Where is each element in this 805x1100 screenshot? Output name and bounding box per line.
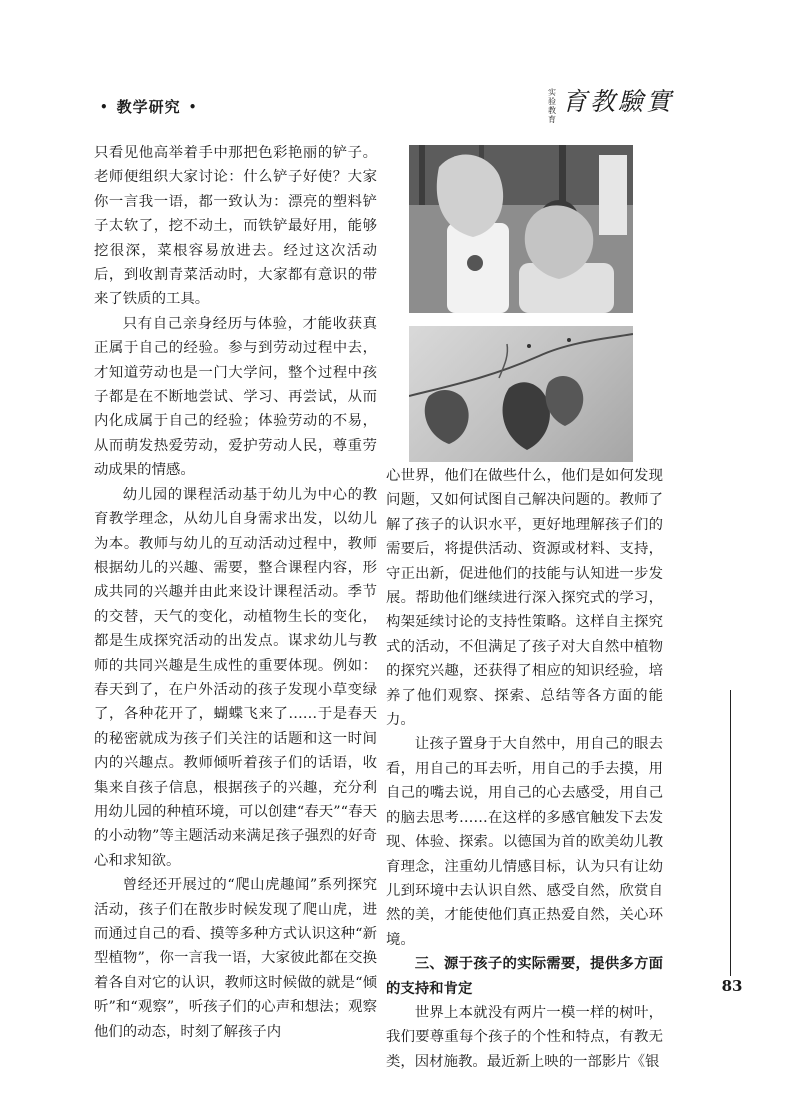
paragraph: 让孩子置身于大自然中，用自己的眼去看，用自己的耳去听，用自己的手去摸，用自己的嘴去说，用自己的心去感受，用自己的脑去思考……在这样的多感官触发下去发现、体验、探索。以德国为首的欧美幼儿教育理念，注重幼儿情感目标，认为只有让幼儿到环境中去认识自然、感受自然，欣赏自然的美，才能使他们真正热爱自然，关心环境。	[386, 736, 663, 948]
right-column	[386, 464, 663, 1074]
paragraph: 心世界，他们在做些什么，他们是如何发现问题，又如何试图自己解决问题的。教师了解了孩子的认识水平，更好地理解孩子们的需要后，将提供活动、资源或材料、支持，守正出新，促进他们的技能与认知进一步发展。帮助他们继续进行深入探究式的学习，构架延续讨论的支持性策略。这样自主探究式的活动，不但满足了孩子对大自然中植物的探究兴趣，还获得了相应的知识经验，培养了他们观察、探索、总结等各方面的能力。	[386, 468, 663, 729]
journal-small-text: 实验教育	[548, 88, 556, 124]
journal-calligraphy-title: 育教驗實	[562, 87, 675, 116]
photo-ivy-leaves-on-wall	[409, 326, 633, 462]
paragraph: 幼儿园的课程活动基于幼儿为中心的教育教学理念，从幼儿自身需求出发，以幼儿为本。教师与幼儿的互动活动过程中，教师根据幼儿的兴趣、需要，整合课程内容，形成共同的兴趣并由此来设计课程活动。季节的交替，天气的变化，动植物生长的变化，都是生成探究活动的出发点。谋求幼儿与教师的共同兴趣是生成性的重要体现。例如：春天到了，在户外活动的孩子发现小草变绿了，各种花开了，蝴蝶飞来了……于是春天的秘密就成为孩子们关注的话题和这一时间内的兴趣点。教师倾听着孩子们的话语，收集来自孩子信息，根据孩子的兴趣，充分利用幼儿园的种植环境，可以创建“春天”“春天的小动物”等主题活动来满足孩子强烈的好奇心和求知欲。	[94, 486, 377, 869]
margin-rule	[730, 690, 731, 976]
journal-logo	[548, 82, 675, 124]
section-heading: 三、源于孩子的实际需要，提供多方面的支持和肯定	[386, 955, 663, 997]
paragraph: 只有自己亲身经历与体验，才能收获真正属于自己的经验。参与到劳动过程中去，才知道劳动也是一门大学问，整个过程中孩子都是在不断地尝试、学习、再尝试，从而内化成属于自己的经验；体验劳动的不易，从而萌发热爱劳动，爱护劳动人民，尊重劳动成果的情感。	[94, 315, 377, 479]
left-column	[94, 141, 377, 1044]
paragraph: 世界上本就没有两片一模一样的树叶，我们要尊重每个孩子的个性和特点，有教无类，因材施教。最近新上映的一部影片《银	[386, 1004, 663, 1070]
page-number: 83	[721, 977, 743, 995]
paragraph: 曾经还开展过的“爬山虎趣闻”系列探究活动，孩子们在散步时候发现了爬山虎，进而通过自己的看、摸等多种方式认识这种“新型植物”，你一言我一语，大家彼此都在交换着各自对它的认识，教师这时候做的就是“倾听”和“观察”，听孩子们的心声和想法；观察他们的动态，时刻了解孩子内	[94, 877, 377, 1040]
section-title: 教学研究	[116, 98, 181, 116]
header-bullet-left: •	[100, 100, 109, 114]
section-header	[92, 96, 205, 117]
paragraph: 只看见他高举着手中那把色彩艳丽的铲子。老师便组织大家讨论：什么铲子好使？大家你一言我一语，都一致认为：漂亮的塑料铲子太软了，挖不动土，而铁铲最好用，能够挖很深，菜根容易放进去。经过这次活动后，到收割青菜活动时，大家都有意识的带来了铁质的工具。	[94, 145, 377, 308]
header-bullet-right: •	[188, 100, 198, 114]
photo-children-with-leaves	[409, 145, 633, 313]
